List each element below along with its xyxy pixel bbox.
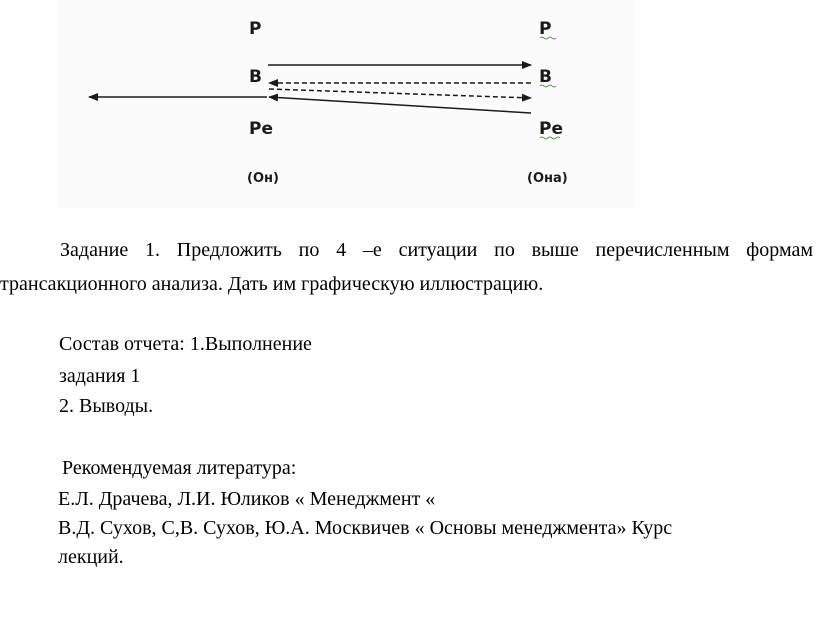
dashed-cross-arrow	[269, 89, 531, 98]
report-line-2: задания 1	[59, 365, 141, 387]
literature-ref-1: Е.Л. Драчева, Л.И. Юликов « Менеджмент «	[58, 488, 436, 510]
right-role-label: (Она)	[527, 171, 568, 186]
left-child-label: Pe	[249, 119, 273, 139]
transaction-diagram-svg	[57, 0, 635, 208]
child-to-adult-arrow	[269, 97, 531, 113]
left-parent-label: P	[249, 19, 262, 39]
transaction-diagram	[57, 0, 635, 208]
report-line-3: 2. Выводы.	[59, 395, 154, 417]
literature-ref-3: лекций.	[58, 546, 124, 568]
left-adult-label: B	[249, 67, 262, 87]
report-line-1: Состав отчета: 1.Выполнение	[59, 333, 312, 355]
task-line-1: Задание 1. Предложить по 4 –е ситуации по выше перечисленным формам	[60, 239, 813, 261]
right-adult-label: B	[539, 67, 552, 87]
task-line-2: трансакционного анализа. Дать им графическую иллюстрацию.	[0, 273, 544, 295]
literature-ref-2: В.Д. Сухов, С,В. Сухов, Ю.А. Москвичев « Основы менеджмента» Курс	[58, 517, 673, 539]
literature-heading: Рекомендуемая литература:	[62, 457, 297, 479]
right-parent-label: P	[539, 19, 552, 39]
left-role-label: (Он)	[247, 171, 279, 186]
right-child-label: Pe	[539, 119, 563, 139]
